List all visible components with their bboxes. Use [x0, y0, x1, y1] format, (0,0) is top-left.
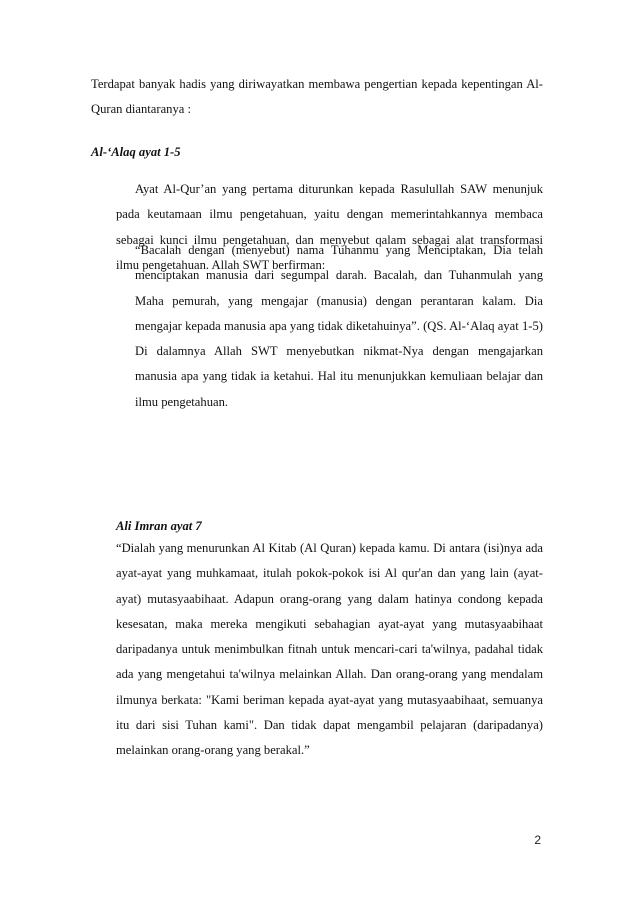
- ali-imran-quote-paragraph: “Dialah yang menurunkan Al Kitab (Al Quran) kepada kamu. Di antara (isi)nya ada ayat-ayat yang muhkamaat, itulah pokok-pokok isi Al qur'an dan yang lain (ayat-ayat) mutasyaabihaat. Adapun orang-orang yang dalam hatinya condong kepada kesesatan, maka mereka mengikuti sebahagian ayat-ayat yang mutasyaabihaat daripadanya untuk menimbulkan fitnah untuk mencari-cari ta'wilnya, padahal tidak ada yang mengetahui ta'wilnya melainkan Allah. Dan orang-orang yang mendalam ilmunya berkata: "Kami beriman kepada ayat-ayat yang mutasyaabihaat, semuanya itu dari sisi Tuhan kami". Dan tidak dapat mengambil pelajaran (daripadanya) melainkan orang-orang yang berakal.”: [116, 541, 543, 758]
- section-heading-ali-imran: Ali Imran ayat 7: [116, 519, 202, 533]
- page-number: 2: [534, 833, 541, 847]
- al-alaq-quote-paragraph: “Bacalah dengan (menyebut) nama Tuhanmu yang Menciptakan, Dia telah menciptakan manusia dari segumpal darah. Bacalah, dan Tuhanmulah yang Maha pemurah, yang mengajar (manusia) dengan perantaran kalam. Dia mengajar kepada manusia apa yang tidak diketahuinya”. (QS. Al-‘Alaq ayat 1-5) Di dalamnya Allah SWT menyebutkan nikmat-Nya dengan mengajarkan manusia apa yang tidak ia ketahui. Hal itu menunjukkan kemuliaan belajar dan ilmu pengetahuan.: [135, 243, 543, 409]
- al-alaq-explanation-paragraph: Ayat Al-Qur’an yang pertama diturunkan kepada Rasulullah SAW menunjuk pada keutamaan ilmu pengetahuan, yaitu dengan memerintahkannya membaca sebagai kunci ilmu pengetahuan, dan menyebut qalam sebagai alat transformasi ilmu pengetahuan. Allah SWT berfirman:: [116, 182, 543, 272]
- section-heading-al-alaq: Al-‘Alaq ayat 1-5: [91, 145, 181, 159]
- intro-paragraph: Terdapat banyak hadis yang diriwayatkan membawa pengertian kepada kepentingan Al-Quran diantaranya :: [91, 77, 543, 117]
